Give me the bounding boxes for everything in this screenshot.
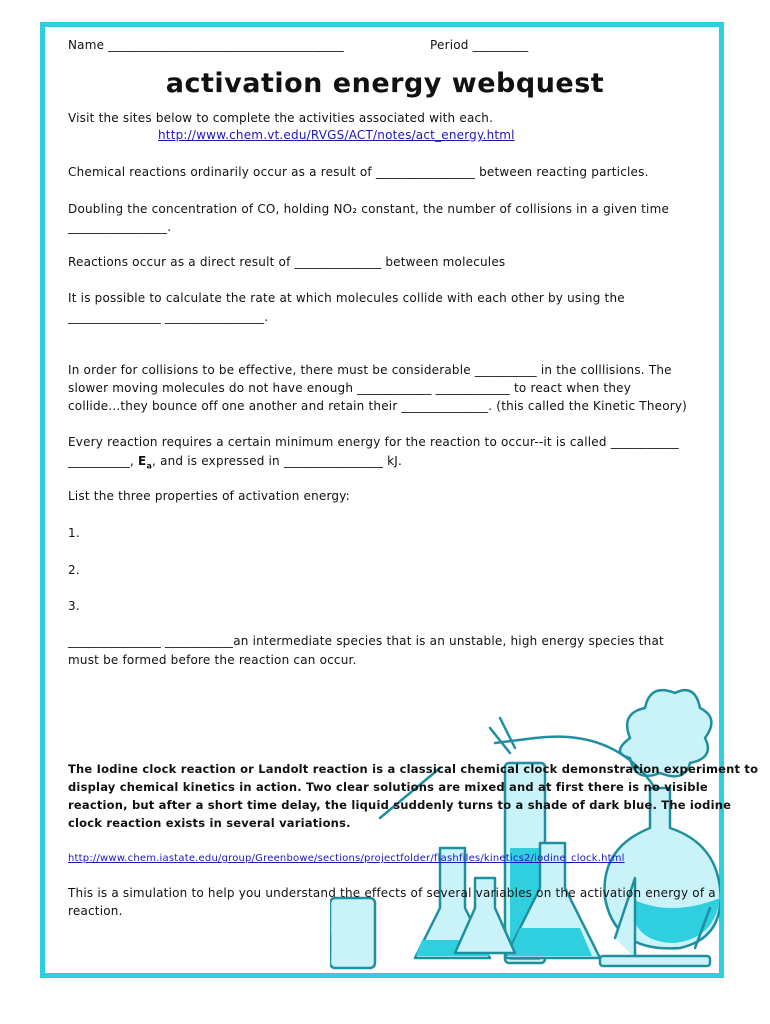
question-6-line-1 [68, 433, 679, 451]
question-8-line-2: must be formed before the reaction can occur. [68, 653, 357, 667]
question-8-blank-1: _______________ [68, 634, 161, 648]
iodine-paragraph-line-2: display chemical kinetics in action. Two clear solutions are mixed and at first there is no visible [68, 780, 708, 794]
ea-subscript: a [146, 461, 153, 471]
question-5-line-2: slower moving molecules do not have enough ____________ ____________ to react when they [68, 381, 632, 395]
question-7: List the three properties of activation energy: [68, 489, 350, 503]
iodine-paragraph-line-4: clock reaction exists in several variations. [68, 816, 351, 830]
question-5-line-3: collide...they bounce off one another and retain their ______________. (this called the Kinetic Theory) [68, 399, 688, 413]
list-item-3: 3. [68, 599, 80, 613]
question-6-line-2 [68, 452, 402, 475]
iodine-paragraph-line-1: The Iodine clock reaction or Landolt reaction is a classical chemical clock demonstration experiment to [68, 762, 759, 776]
intro-link[interactable]: http://www.chem.vt.edu/RVGS/ACT/notes/act_energy.html [158, 128, 515, 142]
question-4-line-1: It is possible to calculate the rate at which molecules collide with each other by using the [68, 291, 625, 305]
lab-equipment-illustration [330, 668, 720, 978]
intro-text: Visit the sites below to complete the activities associated with each. [68, 111, 494, 125]
question-3: Reactions occur as a direct result of ______________ between molecules [68, 255, 506, 269]
period-field[interactable]: Period _________ [430, 38, 529, 52]
question-2-line-2: ________________. [68, 220, 172, 234]
page-title: activation energy webquest [165, 68, 605, 99]
question-4-line-2: _______________ ________________. [68, 310, 269, 324]
ea-symbol: E [138, 454, 147, 468]
question-6-text: Every reaction requires a certain minimum energy for the reaction to occur--it is called [68, 435, 607, 449]
question-1: Chemical reactions ordinarily occur as a result of ________________ between reacting particles. [68, 165, 649, 179]
question-8-blank-2: ___________ [165, 634, 234, 648]
question-2-line-1: Doubling the concentration of CO, holding NO₂ constant, the number of collisions in a given time [68, 202, 670, 216]
list-item-1: 1. [68, 526, 80, 540]
question-6-blank-1: ___________ [610, 435, 679, 449]
question-6-blank-2: __________, [68, 454, 135, 468]
simulation-text-line-1: This is a simulation to help you understand the effects of several variables on the activation energy of a [68, 886, 716, 900]
iodine-paragraph-line-3: reaction, but after a short time delay, the liquid suddenly turns to a shade of dark blue. The iodine [68, 798, 732, 812]
list-item-2: 2. [68, 563, 80, 577]
question-8-text: an intermediate species that is an unstable, high energy species that [233, 634, 664, 648]
question-6-rest: , and is expressed in ________________ kJ. [152, 454, 402, 468]
question-5-line-1: In order for collisions to be effective, there must be considerable __________ in the colllisions. The [68, 363, 672, 377]
name-field[interactable]: Name ______________________________________ [68, 38, 344, 52]
iodine-clock-link[interactable]: http://www.chem.iastate.edu/group/Greenbowe/sections/projectfolder/flashfiles/kinetics2/iodine_clock.html [68, 853, 625, 864]
simulation-text-line-2: reaction. [68, 904, 123, 918]
question-8-line-1 [68, 632, 664, 650]
